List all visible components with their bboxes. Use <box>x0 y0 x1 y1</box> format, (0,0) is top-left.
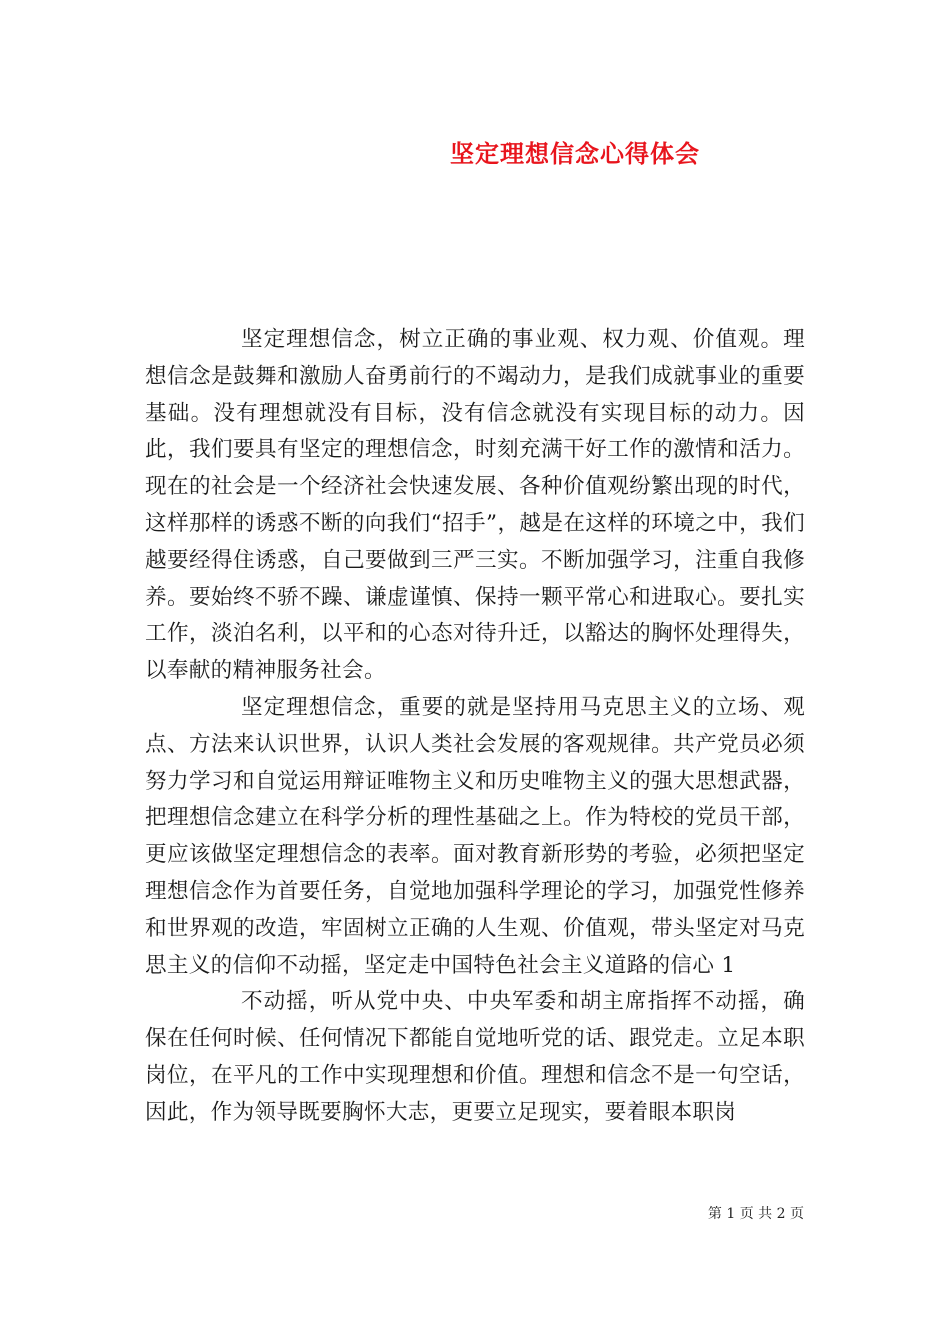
paragraph-1: 坚定理想信念，树立正确的事业观、权力观、价值观。理想信念是鼓舞和激励人奋勇前行的不竭动力，是我们成就事业的重要基础。没有理想就没有目标，没有信念就没有实现目标的动力。因此，我们要具有坚定的理想信念，时刻充满干好工作的激情和活力。现在的社会是一个经济社会快速发展、各种价值观纷繁出现的时代，这样那样的诱惑不断的向我们“招手”，越是在这样的环境之中，我们越要经得住诱惑，自己要做到三严三实。不断加强学习，注重自我修养。要始终不骄不躁、谦虚谨慎、保持一颗平常心和进取心。要扎实工作，淡泊名利，以平和的心态对待升迁，以豁达的胸怀处理得失，以奉献的精神服务社会。 <box>145 327 805 684</box>
page-number-footer: 第 1 页 共 2 页 <box>707 1206 804 1222</box>
document-body <box>145 322 805 1132</box>
paragraph-3: 不动摇，听从党中央、中央军委和胡主席指挥不动摇，确保在任何时候、任何情况下都能自觉地听党的话、跟党走。立足本职岗位，在平凡的工作中实现理想和价值。理想和信念不是一句空话，因此，作为领导既要胸怀大志，更要立足现实，要着眼本职岗 <box>145 989 805 1125</box>
paragraph-2: 坚定理想信念，重要的就是坚持用马克思主义的立场、观点、方法来认识世界，认识人类社会发展的客观规律。共产党员必须努力学习和自觉运用辩证唯物主义和历史唯物主义的强大思想武器，把理想信念建立在科学分析的理性基础之上。作为特校的党员干部，更应该做坚定理想信念的表率。面对教育新形势的考验，必须把坚定理想信念作为首要任务，自觉地加强科学理论的学习，加强党性修养和世界观的改造，牢固树立正确的人生观、价值观，带头坚定对马克思主义的信仰不动摇，坚定走中国特色社会主义道路的信心 1 <box>145 694 805 978</box>
document-title: 坚定理想信念心得体会 <box>450 140 700 168</box>
